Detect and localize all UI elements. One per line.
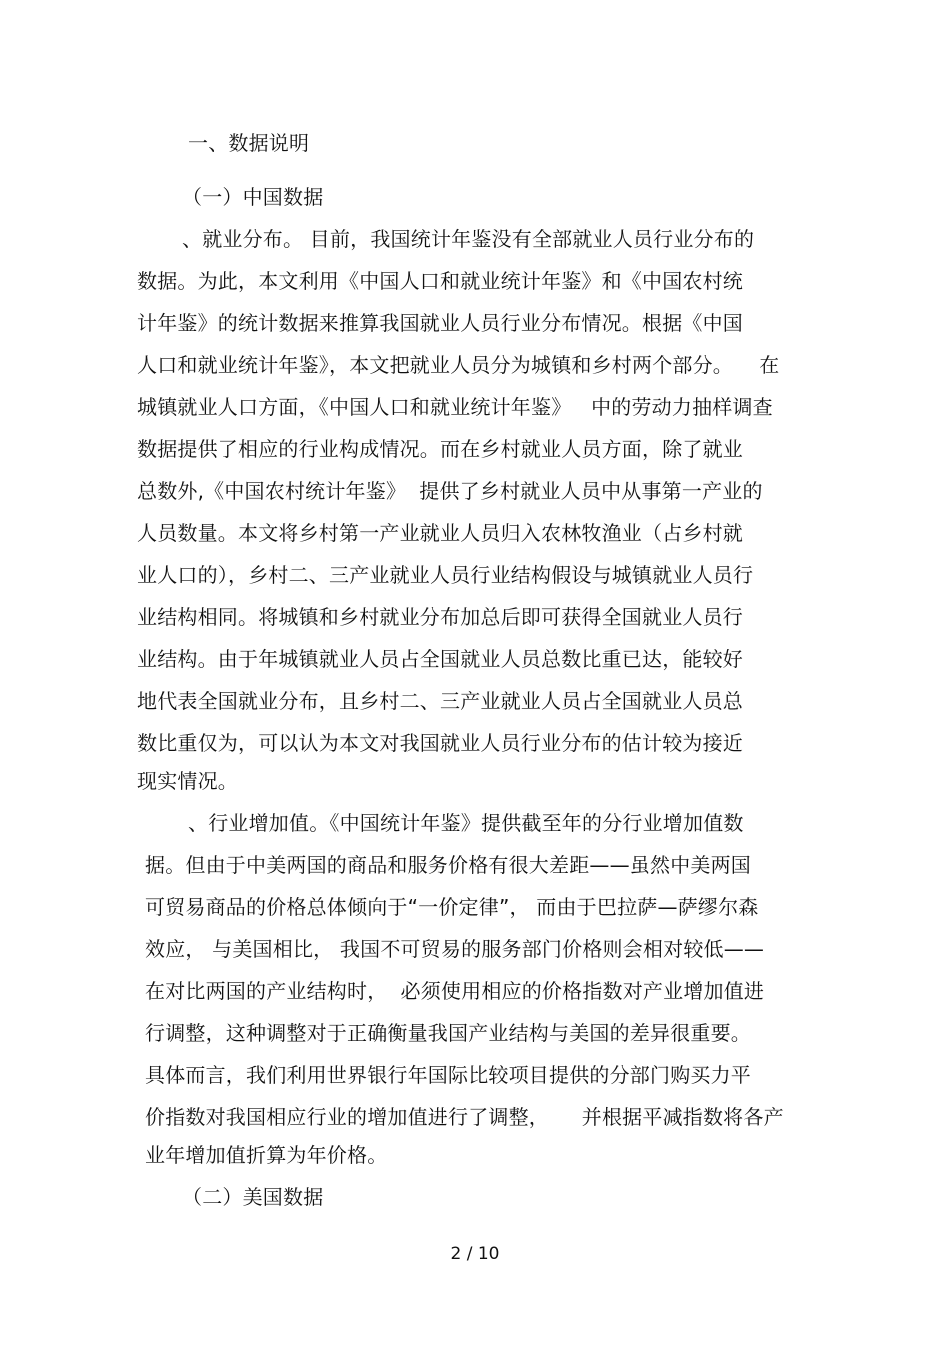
text-line: 城镇就业人口方面，《中国人口和就业统计年鉴》 中的劳动力抽样调查 (137, 395, 773, 419)
page-number: 2 / 10 (450, 1244, 500, 1264)
subsection-heading-us-data: （二）美国数据 (182, 1185, 324, 1209)
text-line: 现实情况。 (137, 769, 238, 793)
text-line: 在对比两国的产业结构时， 必须使用相应的价格指数对产业增加值进 (145, 979, 765, 1003)
text-line: 业人口的），乡村二、三产业就业人员行业结构假设与城镇就业人员行 (137, 563, 754, 587)
text-line: 据。但由于中美两国的商品和服务价格有很大差距——虽然中美两国 (145, 853, 751, 877)
text-line: 数据。为此，本文利用《中国人口和就业统计年鉴》和《中国农村统 (137, 269, 743, 293)
text-line: 业结构相同。将城镇和乡村就业分布加总后即可获得全国就业人员行 (137, 605, 743, 629)
text-line: 人员数量。本文将乡村第一产业就业人员归入农林牧渔业（占乡村就 (137, 521, 743, 545)
text-line: 数比重仅为，可以认为本文对我国就业人员行业分布的估计较为接近 (137, 731, 743, 755)
text-line: 具体而言，我们利用世界银行年国际比较项目提供的分部门购买力平 (145, 1063, 751, 1087)
text-line: 、就业分布。 目前，我国统计年鉴没有全部就业人员行业分布的 (182, 227, 755, 251)
text-line: 业年增加值折算为年价格。 (145, 1143, 388, 1167)
text-line: 可贸易商品的价格总体倾向于“一价定律”， 而由于巴拉萨—萨缪尔森 (145, 895, 759, 919)
subsection-heading-china-data: （一）中国数据 (182, 185, 324, 209)
text-line: 效应， 与美国相比， 我国不可贸易的服务部门价格则会相对较低—— (145, 937, 765, 961)
text-line: 地代表全国就业分布，且乡村二、三产业就业人员占全国就业人员总 (137, 689, 743, 713)
text-line: 总数外,《中国农村统计年鉴》 提供了乡村就业人员中从事第一产业的 (137, 479, 763, 503)
text-line: 计年鉴》的统计数据来推算我国就业人员行业分布情况。根据《中国 (137, 311, 743, 335)
section-heading-data-description: 一、数据说明 (188, 131, 310, 155)
text-line: 行调整，这种调整对于正确衡量我国产业结构与美国的差异很重要。 (145, 1021, 751, 1045)
text-line: 人口和就业统计年鉴》，本文把就业人员分为城镇和乡村两个部分。 在 (137, 353, 780, 377)
text-line: 业结构。由于年城镇就业人员占全国就业人员总数比重已达，能较好 (137, 647, 743, 671)
text-line: 数据提供了相应的行业构成情况。而在乡村就业人员方面，除了就业 (137, 437, 743, 461)
text-line: 价指数对我国相应行业的增加值进行了调整， 并根据平减指数将各产 (145, 1105, 784, 1129)
text-line: 、行业增加值。《中国统计年鉴》提供截至年的分行业增加值数 (188, 811, 744, 835)
